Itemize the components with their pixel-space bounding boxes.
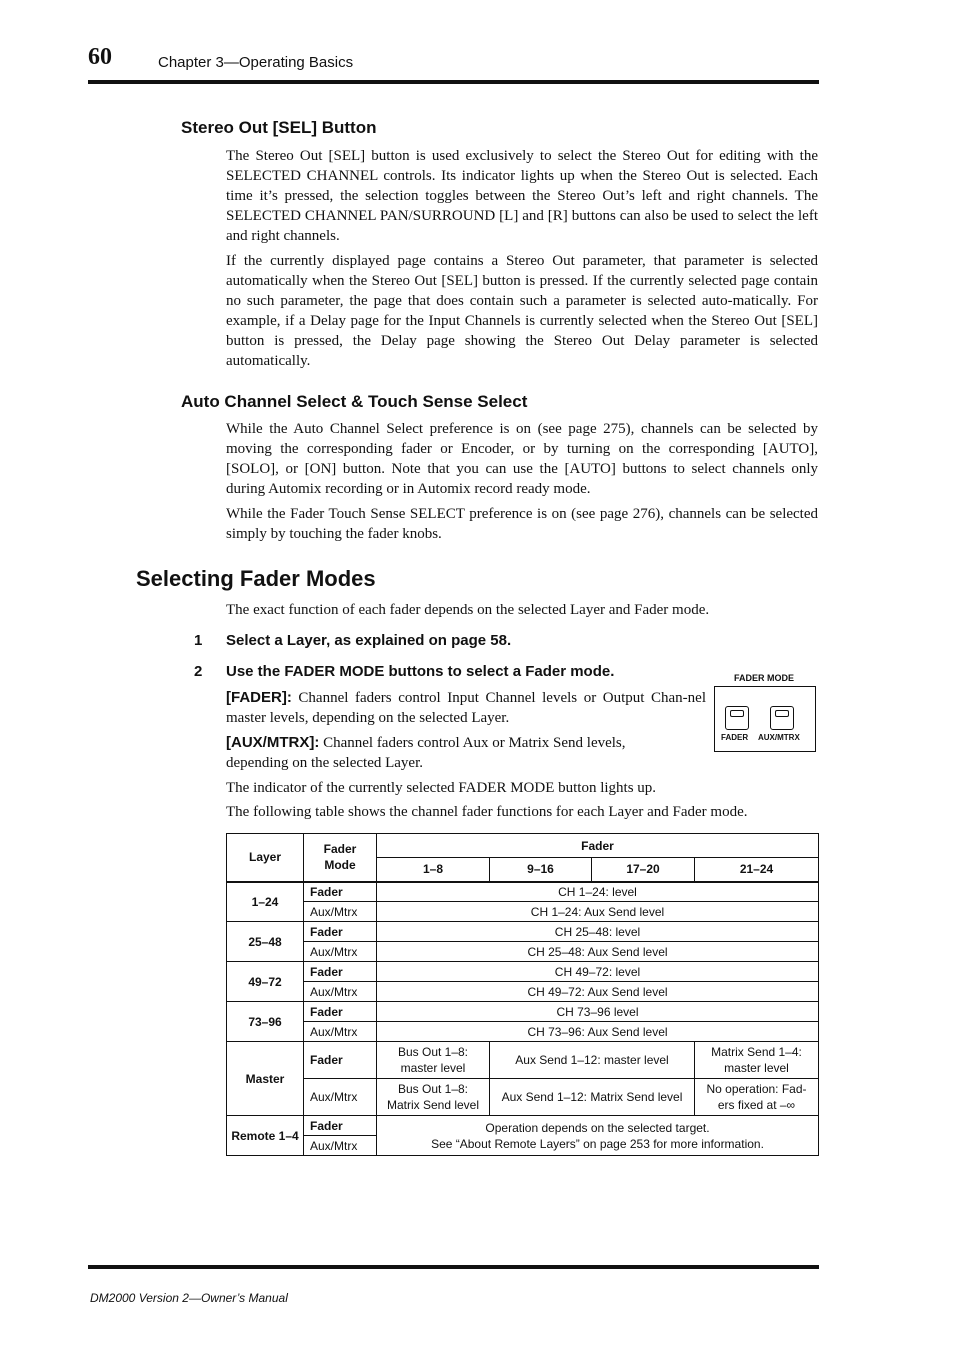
fader-mode-title: FADER MODE (730, 673, 798, 683)
header-fader: Fader (377, 834, 819, 858)
function-cell: CH 49–72: Aux Send level (377, 982, 819, 1002)
footer-rule (88, 1265, 819, 1269)
footer-text: DM2000 Version 2—Owner’s Manual (90, 1291, 288, 1305)
indicator-led (775, 710, 789, 717)
layer-cell: 25–48 (227, 922, 304, 962)
aux-mtrx-button (770, 706, 794, 730)
paragraph: While the Fader Touch Sense SELECT preference is on (see page 276), channels can be selected simply by touching the fader knobs. (226, 506, 818, 542)
paragraph: The exact function of each fader depends on the selected Layer and Fader mode. (226, 602, 710, 618)
layer-cell: 73–96 (227, 1002, 304, 1042)
function-cell: CH 25–48: level (377, 922, 819, 942)
layer-cell: Remote 1–4 (227, 1116, 304, 1156)
function-cell: CH 73–96 level (377, 1002, 819, 1022)
remote-note-line1: Operation depends on the selected target. (485, 1120, 710, 1135)
mode-cell: Aux/Mtrx (304, 1079, 377, 1116)
step-text: Use the FADER MODE buttons to select a Fader mode. (226, 663, 615, 680)
function-cell: CH 25–48: Aux Send level (377, 942, 819, 962)
aux-mtrx-button-label: AUX/MTRX (758, 733, 800, 742)
fader-button-label: FADER (721, 733, 749, 742)
header-col: 21–24 (695, 858, 819, 882)
heading-selecting-fader-modes: Selecting Fader Modes (136, 566, 376, 591)
function-cell: Matrix Send 1–4: master level (695, 1042, 819, 1079)
header-col: 1–8 (377, 858, 490, 882)
paragraph: The following table shows the channel fader functions for each Layer and Fader mode. (226, 804, 748, 820)
function-cell: No operation: Fad-ers fixed at –∞ (695, 1079, 819, 1116)
mode-cell: Aux/Mtrx (304, 982, 377, 1002)
fader-label: [FADER]: (226, 689, 292, 706)
mode-cell: Aux/Mtrx (304, 1136, 377, 1156)
aux-description (226, 733, 676, 773)
mode-cell: Aux/Mtrx (304, 942, 377, 962)
mode-cell: Fader (304, 1116, 377, 1136)
function-cell: CH 1–24: level (377, 882, 819, 902)
mode-cell: Fader (304, 1002, 377, 1022)
function-cell: CH 1–24: Aux Send level (377, 902, 819, 922)
header-fader-mode: Fader Mode (304, 834, 377, 882)
paragraph: While the Auto Channel Select preference is on (see page 275), channels can be selected by moving the corresponding fader or Encoder, or by turning on the corresponding [AUTO], [SOLO], or [ON] button. Note that you can use the [AUTO] buttons to select channels only during Automix recording or in Automix record ready mode. (226, 421, 818, 497)
heading-auto-channel-select: Auto Channel Select & Touch Sense Select (181, 392, 528, 411)
function-cell: Bus Out 1–8: master level (377, 1042, 490, 1079)
function-cell: Aux Send 1–12: master level (490, 1042, 695, 1079)
paragraph: The Stereo Out [SEL] button is used exclusively to select the Stereo Out for editing with the SELECTED CHANNEL controls. Its indicator lights up when the Stereo Out is selected. Each time it’s pressed, the selection toggles between the Stereo Out’s left and right channels. The SELECTED CHANNEL PAN/SURROUND [L] and [R] buttons can also be used to select the left and right channels. (226, 148, 818, 244)
layer-cell: 1–24 (227, 882, 304, 922)
step-number: 1 (194, 632, 203, 649)
indicator-led (730, 710, 744, 717)
fader-desc: Channel faders control Input Channel levels or Output Chan-nel master levels, depending on the selected Layer. (226, 690, 707, 726)
header-layer: Layer (227, 834, 304, 882)
function-cell: CH 73–96: Aux Send level (377, 1022, 819, 1042)
paragraph: The indicator of the currently selected FADER MODE button lights up. (226, 780, 657, 796)
header-rule (88, 80, 819, 84)
fader-button (725, 706, 749, 730)
function-cell (377, 1116, 819, 1156)
mode-cell: Fader (304, 882, 377, 902)
header-col: 17–20 (592, 858, 695, 882)
remote-note-line2: See “About Remote Layers” on page 253 for more information. (431, 1136, 764, 1151)
mode-cell: Aux/Mtrx (304, 902, 377, 922)
mode-cell: Fader (304, 922, 377, 942)
aux-desc: Channel faders control Aux or Matrix Send levels, depending on the selected Layer. (226, 735, 626, 771)
function-cell: CH 49–72: level (377, 962, 819, 982)
chapter-title: Chapter 3—Operating Basics (158, 54, 354, 71)
mode-cell: Aux/Mtrx (304, 1022, 377, 1042)
layer-cell: Master (227, 1042, 304, 1116)
header-col: 9–16 (490, 858, 592, 882)
fader-description (226, 688, 706, 728)
paragraph: If the currently displayed page contains a Stereo Out parameter, that parameter is selected automatically when the Stereo Out [SEL] button is pressed. If the currently selected page contain no such parameter, the page that does contain such a parameter is selected auto-matically. For example, if a Delay page for the Input Channels is currently selected when the Stereo Out [SEL] button is pressed, the Delay page showing the Stereo Out Delay parameter is selected automatically. (226, 253, 818, 369)
layer-cell: 49–72 (227, 962, 304, 1002)
mode-cell: Fader (304, 962, 377, 982)
function-cell: Bus Out 1–8: Matrix Send level (377, 1079, 490, 1116)
heading-stereo-out-sel: Stereo Out [SEL] Button (181, 118, 377, 137)
step-text: Select a Layer, as explained on page 58. (226, 632, 512, 649)
aux-label: [AUX/MTRX]: (226, 734, 320, 751)
fader-function-table (226, 833, 819, 1156)
function-cell: Aux Send 1–12: Matrix Send level (490, 1079, 695, 1116)
mode-cell: Fader (304, 1042, 377, 1079)
step-number: 2 (194, 663, 203, 680)
page-number: 60 (88, 44, 112, 70)
